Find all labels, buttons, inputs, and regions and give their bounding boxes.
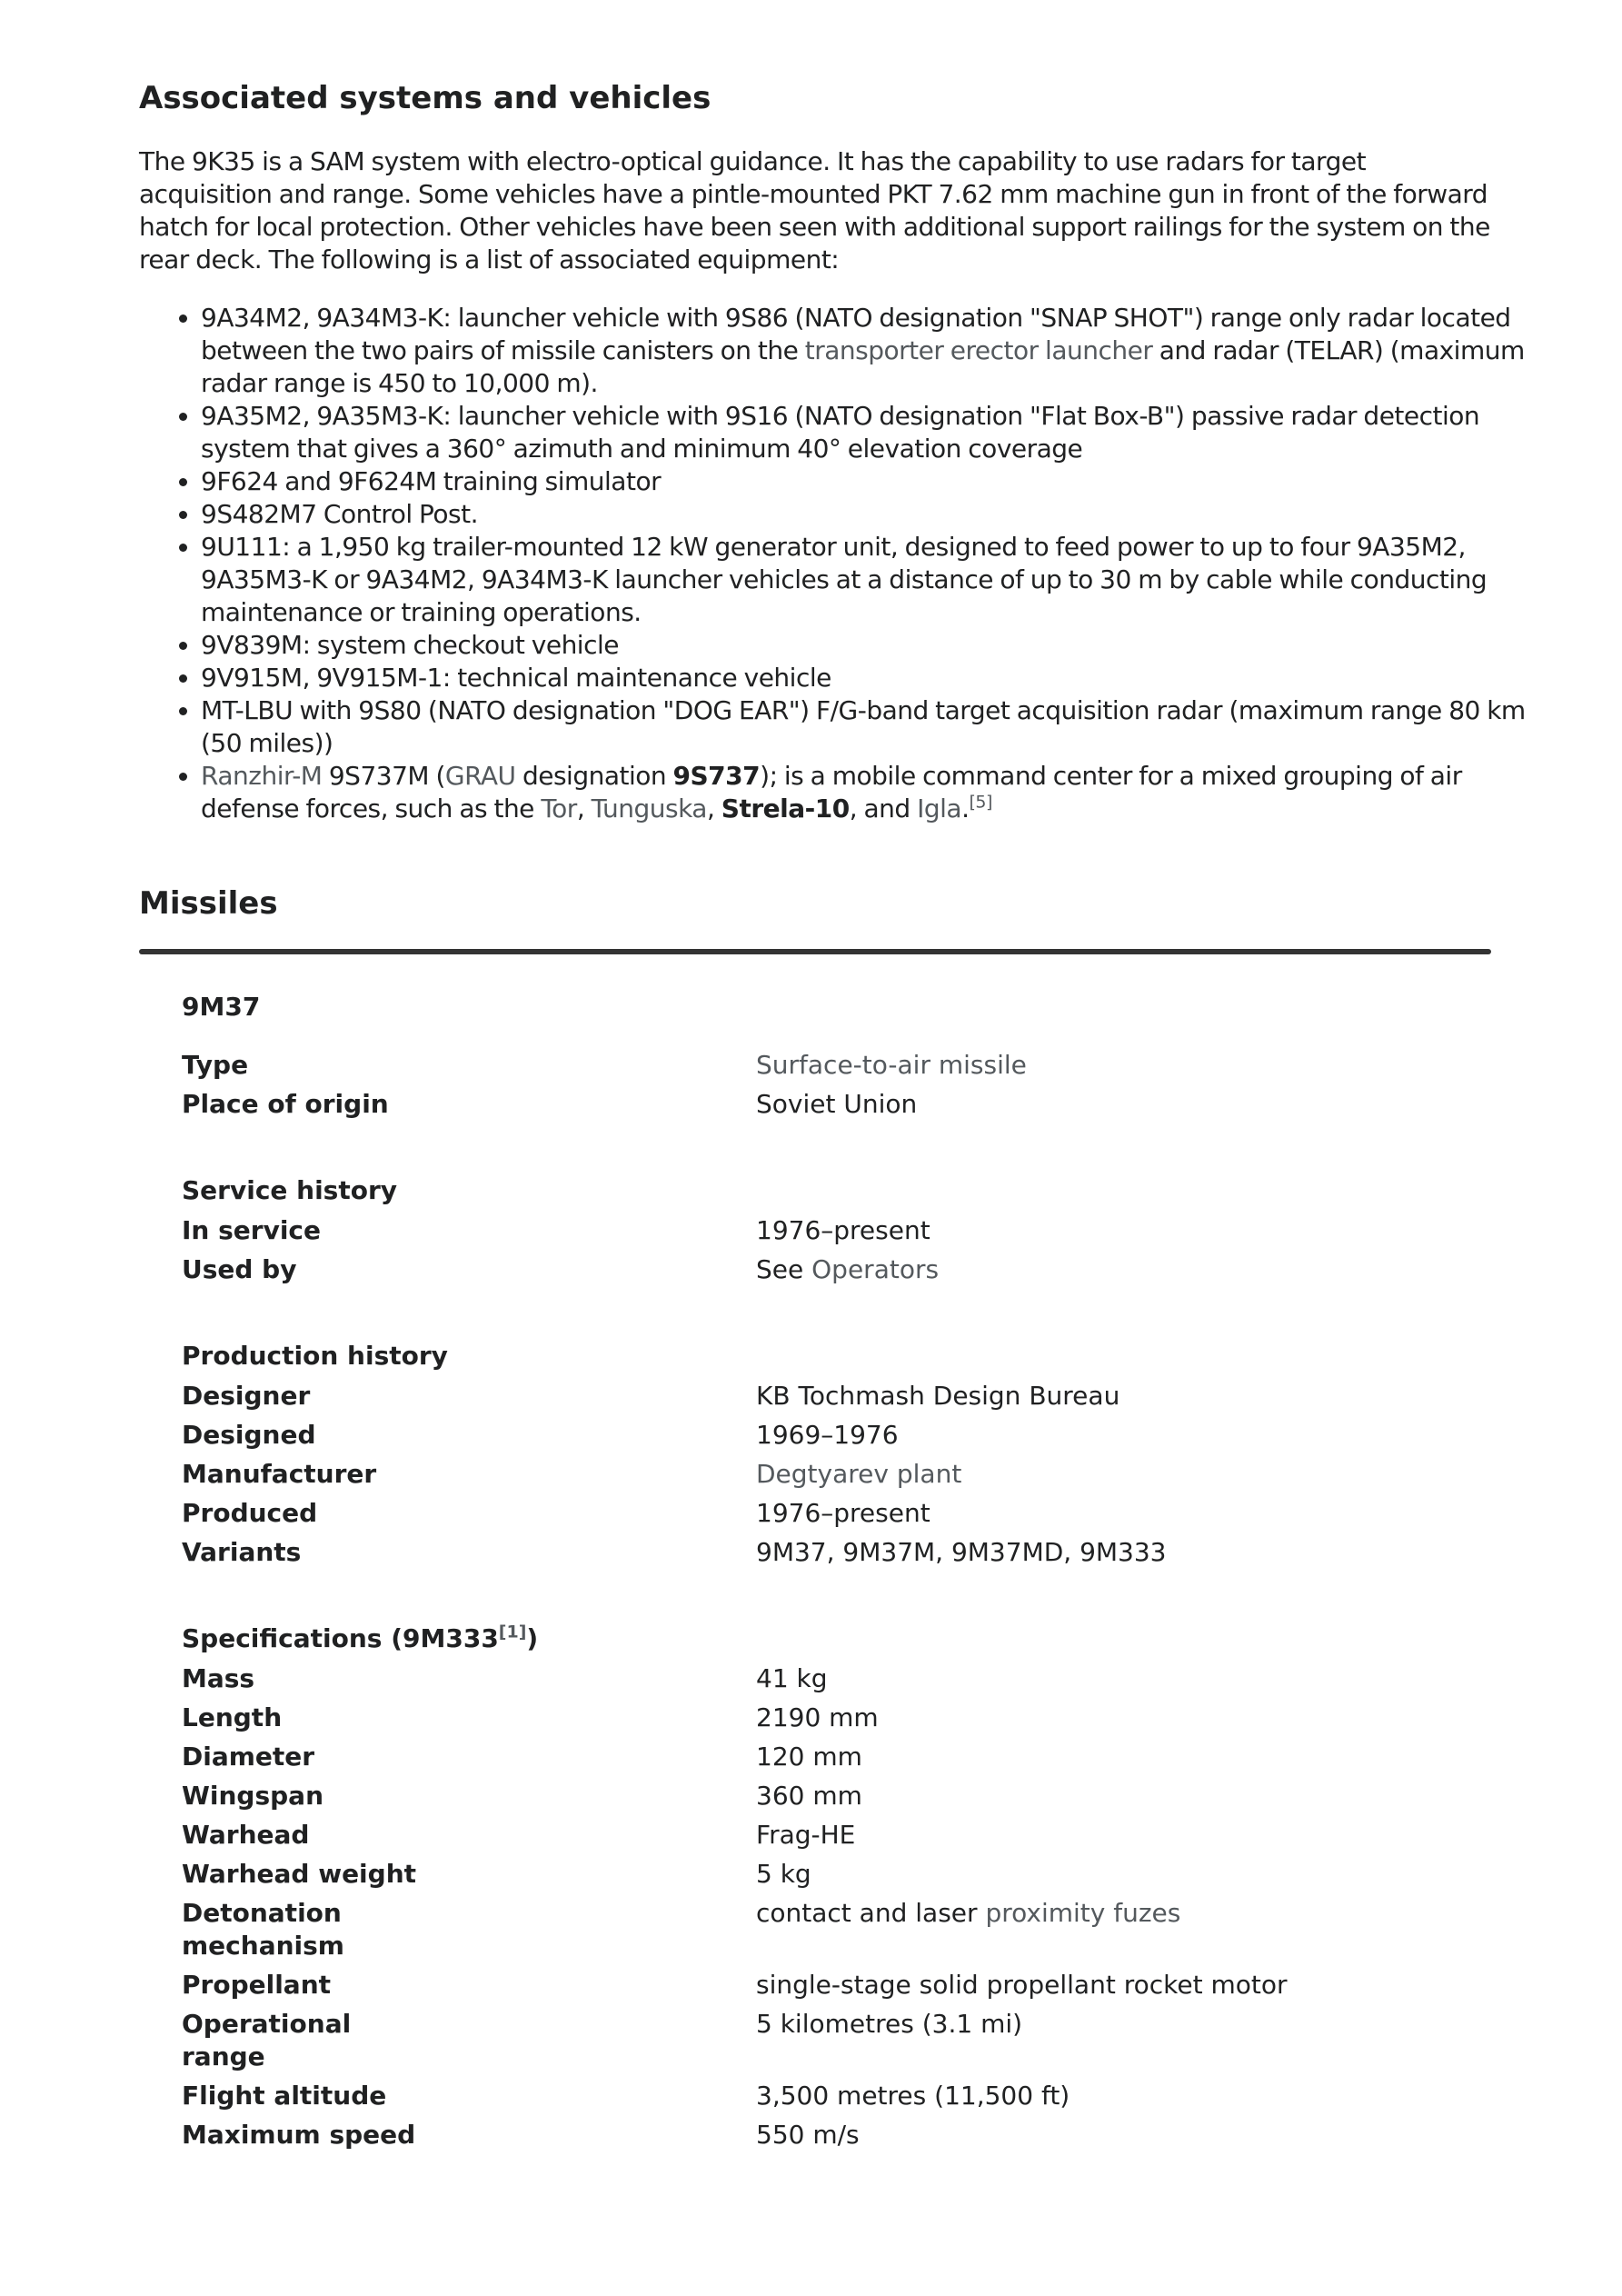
infobox-label: Mass	[182, 1663, 255, 1693]
list-item: • 9U111: a 1,950 kg trailer-mounted 12 kW generator unit, designed to feed power to up to four 9A35M2, 9A35M3-K or 9A34M2, 9A34M3-K launcher vehicles at a distance of up to 30 m by cable while conducting maintenance or training operations.	[201, 531, 1553, 629]
infobox-value: 5 kilometres (3.1 mi)	[756, 2009, 1023, 2039]
link-degtyarev-plant[interactable]: Degtyarev plant	[756, 1459, 962, 1489]
infobox-label: Wingspan	[182, 1781, 323, 1811]
infobox-label: Designed	[182, 1420, 316, 1450]
list-item: • 9V915M, 9V915M-1: technical maintenance vehicle	[201, 662, 1553, 694]
infobox-label: Maximum speed	[182, 2120, 416, 2150]
infobox-label: Variants	[182, 1537, 302, 1567]
infobox-value: contact and laser proximity fuzes	[756, 1898, 1181, 1928]
infobox-row	[182, 2080, 1472, 2119]
infobox-label: Detonation mechanism	[182, 1898, 344, 1961]
infobox-value: 120 mm	[756, 1742, 862, 1772]
list-item: • 9S482M7 Control Post.	[201, 498, 1553, 531]
list-item: • 9A34M2, 9A34M3-K: launcher vehicle with 9S86 (NATO designation "SNAP SHOT") range only radar located between the two pairs of missile canisters on the transporter erector launcher and radar (TELAR) (maximum radar range is 450 to 10,000 m).	[201, 302, 1553, 400]
infobox-row	[182, 2119, 1472, 2158]
infobox-label: Place of origin	[182, 1089, 389, 1119]
infobox-value: 3,500 metres (11,500 ft)	[756, 2081, 1070, 2111]
reference-link[interactable]: [5]	[969, 792, 992, 813]
infobox-label: Flight altitude	[182, 2081, 387, 2111]
infobox-row	[182, 1897, 1472, 1969]
infobox-section-heading: Production history	[182, 1341, 448, 1371]
infobox-label: Length	[182, 1702, 283, 1732]
equipment-list	[139, 302, 1553, 825]
link-surface-to-air-missile[interactable]: Surface-to-air missile	[756, 1050, 1027, 1080]
infobox-value: 5 kg	[756, 1859, 811, 1889]
infobox-row	[182, 1741, 1472, 1780]
infobox-value: 1976–present	[756, 1498, 930, 1528]
infobox-label: Used by	[182, 1254, 297, 1284]
link-proximity-fuzes[interactable]: proximity fuzes	[985, 1898, 1181, 1928]
link-tor[interactable]: Tor	[541, 794, 577, 824]
list-item: • Ranzhir-M 9S737M (GRAU designation 9S737); is a mobile command center for a mixed grouping of air defense forces, such as the Tor, Tunguska, Strela-10, and Igla.[5]	[201, 760, 1553, 825]
infobox-value: 360 mm	[756, 1781, 862, 1811]
intro-paragraph: The 9K35 is a SAM system with electro-optical guidance. It has the capability to use radars for target acquisition and range. Some vehicles have a pintle-mounted PKT 7.62 mm machine gun in front of the forward hatch for local protection. Other vehicles have been seen with additional support railings for the system on the rear deck. The following is a list of associated equipment:	[139, 146, 1490, 275]
infobox-label: Warhead	[182, 1820, 310, 1850]
infobox-row	[182, 1253, 1472, 1293]
infobox-row	[182, 1419, 1472, 1458]
infobox-label: Warhead weight	[182, 1859, 417, 1889]
link-igla[interactable]: Igla	[917, 794, 962, 824]
infobox-row	[182, 1969, 1472, 2008]
infobox-value: Soviet Union	[756, 1089, 918, 1119]
list-item: • 9V839M: system checkout vehicle	[201, 629, 1553, 662]
list-item: • MT-LBU with 9S80 (NATO designation "DOG EAR") F/G-band target acquisition radar (maximum range 80 km (50 miles))	[201, 694, 1553, 760]
infobox-row	[182, 1088, 1472, 1127]
infobox-section-heading: Specifications (9M333[1])	[182, 1622, 539, 1653]
infobox-label: In service	[182, 1215, 322, 1245]
infobox-row	[182, 1458, 1472, 1497]
list-item: • 9F624 and 9F624M training simulator	[201, 465, 1553, 498]
infobox-row	[182, 1662, 1472, 1702]
infobox-value: KB Tochmash Design Bureau	[756, 1381, 1120, 1411]
infobox-row	[182, 1858, 1472, 1897]
infobox-value: 9M37, 9M37M, 9M37MD, 9M333	[756, 1537, 1167, 1567]
infobox-section-heading: Service history	[182, 1175, 398, 1205]
infobox-title: 9M37	[182, 992, 261, 1022]
infobox-value: 1976–present	[756, 1215, 930, 1245]
infobox-label: Produced	[182, 1498, 318, 1528]
infobox-row	[182, 1819, 1472, 1858]
link-transporter-erector-launcher[interactable]: transporter erector launcher	[804, 335, 1153, 365]
infobox-row	[182, 1380, 1472, 1419]
link-tunguska[interactable]: Tunguska	[591, 794, 707, 824]
link-ranzhir-m[interactable]: Ranzhir-M	[201, 761, 323, 791]
infobox-value: 2190 mm	[756, 1702, 879, 1732]
infobox-value: 550 m/s	[756, 2120, 860, 2150]
infobox-top-rule	[139, 949, 1491, 954]
link-operators[interactable]: Operators	[811, 1254, 940, 1284]
infobox-row	[182, 1049, 1472, 1088]
section-heading-associated: Associated systems and vehicles	[139, 80, 711, 116]
infobox-label: Type	[182, 1050, 249, 1080]
infobox-row	[182, 1536, 1472, 1575]
list-item: • 9A35M2, 9A35M3-K: launcher vehicle with 9S16 (NATO designation "Flat Box-B") passive radar detection system that gives a 360° azimuth and minimum 40° elevation coverage	[201, 400, 1553, 465]
infobox-label: Manufacturer	[182, 1459, 377, 1489]
section-heading-missiles: Missiles	[139, 885, 278, 922]
infobox-row	[182, 1702, 1472, 1741]
infobox-row	[182, 1497, 1472, 1536]
infobox-value: single-stage solid propellant rocket motor	[756, 1970, 1288, 2000]
infobox-row	[182, 1780, 1472, 1819]
infobox-label: Operational range	[182, 2009, 352, 2071]
infobox-row	[182, 1214, 1472, 1253]
reference-link[interactable]: [1]	[498, 1622, 527, 1642]
infobox-row	[182, 2008, 1472, 2080]
infobox-label: Propellant	[182, 1970, 332, 2000]
infobox-value: 41 kg	[756, 1663, 828, 1693]
link-grau[interactable]: GRAU	[444, 761, 516, 791]
infobox-value: See Operators	[756, 1254, 940, 1284]
infobox-label: Designer	[182, 1381, 311, 1411]
infobox-label: Diameter	[182, 1742, 315, 1772]
infobox-value: Frag-HE	[756, 1820, 856, 1850]
infobox	[182, 991, 1472, 2158]
infobox-value: 1969–1976	[756, 1420, 899, 1450]
